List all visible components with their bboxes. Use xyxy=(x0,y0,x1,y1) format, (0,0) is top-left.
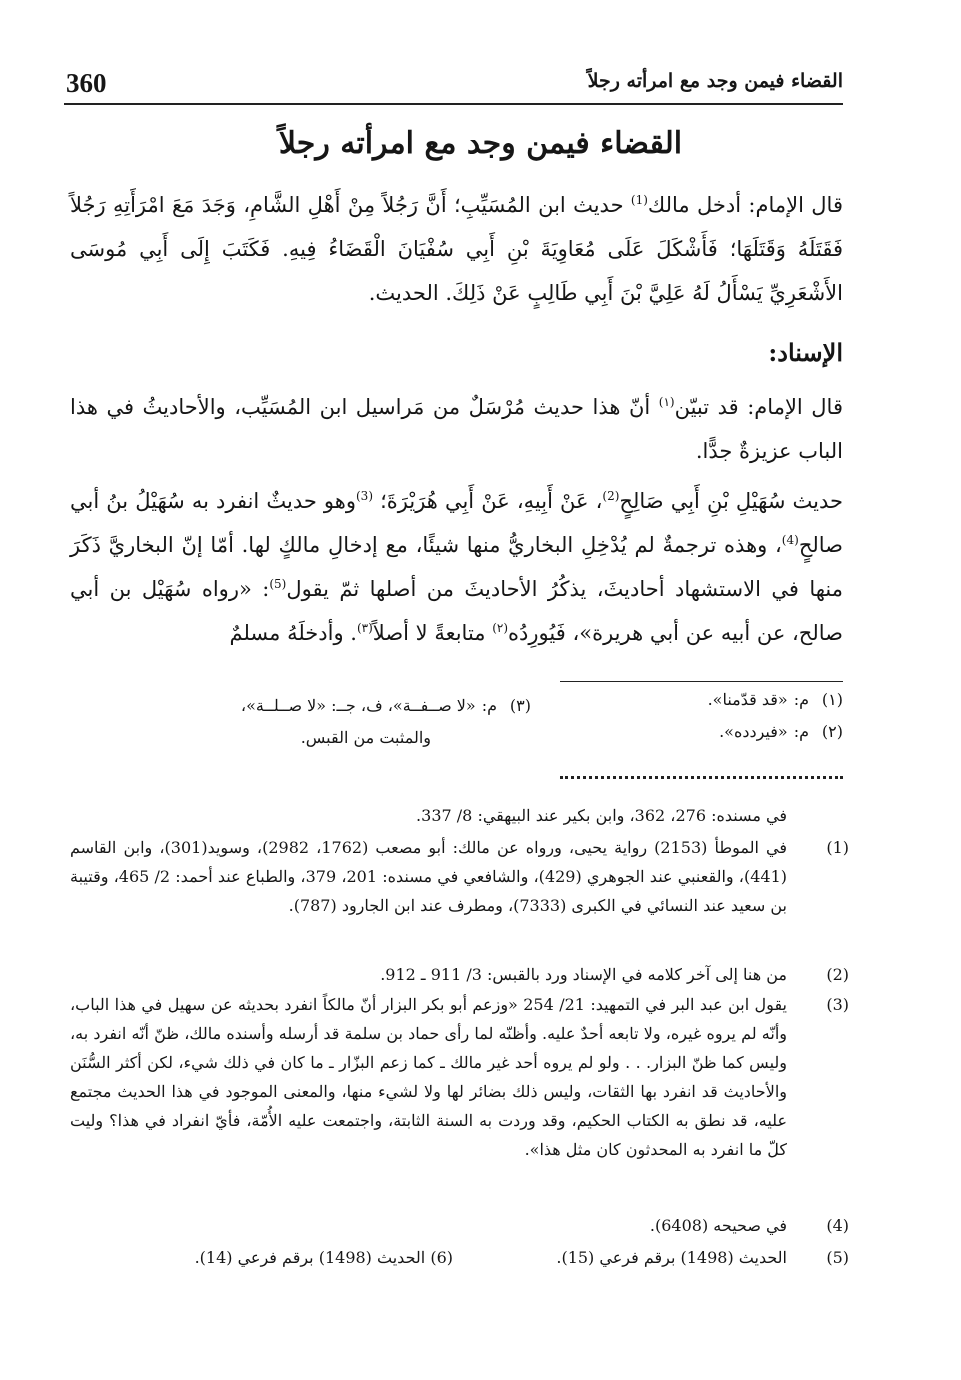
footnote-number: (4) xyxy=(826,1216,849,1235)
paragraph-text: . وأدخلَهُ مسلمٌ xyxy=(229,621,357,645)
variant-note-text: والمثبت من القبس. xyxy=(300,728,431,747)
footnote-text: الحديث (1498) برقم فرعي (14). xyxy=(194,1248,426,1267)
variant-note xyxy=(503,690,843,709)
variant-note-text: «لا صــفــة»، ف، جــ: «لا صــلــة»، xyxy=(240,696,476,715)
header-rule xyxy=(64,103,843,105)
variant-note-text: «قد قدّمنا». xyxy=(707,690,788,709)
footnote-ref: (3) xyxy=(355,489,373,503)
manuscript-label: م: xyxy=(793,722,809,741)
footnote-number: (2) xyxy=(826,965,849,984)
footnote-ref: (5) xyxy=(269,577,287,591)
footnote-text: يقول ابن عبد البر في التمهيد: 21/ 254 «وزعم أبو بكر البزار أنّ مالكاً انفرد بحديثه عن سهيل في هذا الباب، وأنّه لم يروه غيره، ولا تابعه أحدٌ عليه. وأظنّه لما رأى حماد بن سلمة قد أرسله وأسنده مالك، ظنّ أنّه انفرد به، وليس كما ظنّ البزار. . . ولو لم يروه أحد غير مالك ـ كما زعم البزّار ـ ما كان في ذلك شيء، لكن أكثر السُّنَن والأحاديث قد انفرد بها الثقات، وليس ذلك بضائر لها ولا لشيء منها، والمعنى الموجود في هذا الحديث مجتمع عليه، قد نطق به الكتاب الحكيم، وقد وردت به السنة الثابتة، واجتمعت عليه الأُمّة، فأيّ انفراد في هذا؟ وليت كلّ ما انفرد به المحدثون كان مثل هذا». xyxy=(70,995,787,1159)
paragraph-text: متابعةً لا أصلاً xyxy=(372,621,493,645)
opening-paragraph xyxy=(70,183,843,315)
variant-ref: (٣) xyxy=(356,621,373,635)
paragraph-text: حديث سُهَيْلِ بْنِ أَبِي صَالِحٍ xyxy=(619,489,843,513)
variant-note-text: «فيردده». xyxy=(719,722,788,741)
variant-note xyxy=(171,690,531,754)
manuscript-label: م: xyxy=(481,696,497,715)
variant-ref: (٢) xyxy=(492,621,509,635)
variant-note-number: (٣) xyxy=(509,696,531,715)
variant-ref: (١) xyxy=(658,395,675,409)
footnote-number: (3) xyxy=(826,995,849,1014)
footnote-number: (6) xyxy=(430,1248,453,1267)
paragraph-text: ، عَنْ أَبِيهِ، عَنْ أَبِي هُرَيْرَةَ؛ xyxy=(373,489,603,513)
footnote xyxy=(70,960,849,989)
variant-note-number: (٢) xyxy=(821,722,843,741)
isnad-heading: الإسناد: xyxy=(768,338,843,367)
isnad-paragraph xyxy=(70,385,843,473)
paragraph-text: أنّ هذا حديث مُرْسَلٌ من مَراسيل ابن المُسَيِّب، والأحاديثُ في هذا الباب عزيزةٌ جدًّا. xyxy=(70,395,843,463)
footnote xyxy=(70,990,849,1164)
footnote-ref: (1) xyxy=(630,193,648,207)
footnote xyxy=(70,1211,849,1240)
running-title: القضاء فيمن وجد مع امرأته رجلاً xyxy=(587,70,843,92)
footnote-number: (5) xyxy=(826,1248,849,1267)
variant-notes-rule xyxy=(560,681,843,682)
footnote-number: (1) xyxy=(826,838,849,857)
manuscript-label: م: xyxy=(793,690,809,709)
footnote-text: في صحيحه (6408). xyxy=(649,1216,787,1235)
footnote xyxy=(70,833,849,920)
footnotes-dotted-rule xyxy=(560,776,843,779)
footnote-text: الحديث (1498) برقم فرعي (15). xyxy=(556,1248,787,1267)
footnote-ref: (2) xyxy=(602,489,620,503)
paragraph-text: حديث ابن المُسَيِّبِ؛ أَنَّ رَجُلاً مِنْ أَهْلِ الشَّامِ، وَجَدَ مَعَ امْرَأَتِهِ رَجُلاً فَقَتَلَهُ وَقَتَلَهَا؛ فَأَشْكَلَ عَلَى مُعَاوِيَةَ بْنِ أَبِي سُفْيَانَ الْقَضَاءُ فِيهِ. فَكَتَبَ إِلَى أَبِي مُوسَى الأَشْعَرِيِّ يَسْأَلُ لَهُ عَلِيَّ بْنَ أَبِي طَالِبٍ عَنْ ذَلِكَ. الحديث. xyxy=(70,193,843,305)
variant-note-number: (١) xyxy=(821,690,843,709)
footnote-text: في مسنده: 276، 362، وابن بكير عند البيهقي: 8/ 337. xyxy=(416,806,787,825)
footnote-ref: (4) xyxy=(781,533,799,547)
chapter-title: القضاء فيمن وجد مع امرأته رجلاً xyxy=(278,126,683,161)
paragraph-text: : «رواه سُهَيْل بن أبي صالح، عن أبيه عن أبي هريرة»، فَيُورِدُه xyxy=(70,577,843,645)
paragraph-text: قال الإمام: قد تبيّن xyxy=(674,395,843,419)
footnote xyxy=(195,1243,453,1272)
page-number: 360 xyxy=(66,68,107,98)
footnote-text: في الموطأ (2153) رواية يحيى، ورواه عن مالك: أبو مصعب (1762، 2982)، وسويد(301)، وابن القاسم (441)، والقعنبي عند الجوهري (429)، والشافعي في مسنده: 201، 379، والطباع عند أحمد: 2/ 465، وقتيبة بن سعيد عند النسائي في الكبرى (7333)، ومطرف عند ابن الجارود (787). xyxy=(70,838,788,915)
footnote xyxy=(70,1243,849,1272)
paragraph-text: وهو حديثٌ انفرد به سُهَيْلُ بنُ أبي صالحٍ xyxy=(70,489,843,557)
footnote-continuation xyxy=(70,801,849,830)
paragraph-text: ، وهذه ترجمةٌ لم يُدْخِلِ البخاريُّ منها شيئًا، مع إدخالِ مالكٍ لها. أمّا إنّ البخاريَّ ذَكَرَ منها في الاستشهاد أحاديثَ، يذكُرُ الأحاديثَ من أصلها ثمّ يقول xyxy=(70,533,843,601)
hadith-paragraph xyxy=(70,479,843,655)
variant-note xyxy=(503,722,843,741)
footnote-text: من هنا إلى آخر كلامه في الإسناد ورد بالقبس: 3/ 911 ـ 912. xyxy=(380,965,787,984)
paragraph-text: قال الإمام: أدخل مالك xyxy=(647,193,843,217)
